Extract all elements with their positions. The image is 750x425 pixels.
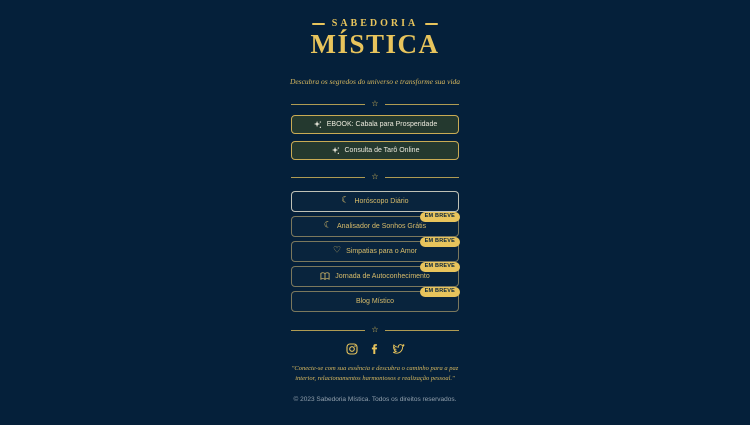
link-button-simpatias-amor[interactable]	[291, 238, 459, 262]
star-icon: ☆	[371, 172, 379, 181]
page-subtitle: Descubra os segredos do universo e transforme sua vida	[289, 77, 461, 86]
coming-soon-badge: EM BREVE	[420, 237, 460, 247]
book-icon	[320, 272, 330, 281]
star-divider	[291, 326, 459, 334]
link-button-label: Blog Místico	[355, 298, 395, 305]
footer-quote: "Conecte-se com sua essência e descubra o caminho para a paz interior, relacionamentos harmoniosos e realização pessoal."	[291, 365, 459, 383]
left-dash-ornament	[312, 23, 325, 25]
coming-soon-badge: EM BREVE	[420, 262, 460, 272]
star-icon: ☆	[371, 325, 379, 334]
link-button-jornada-autoconhecimento[interactable]	[291, 263, 459, 287]
eyebrow-text: SABEDORIA	[331, 18, 419, 29]
link-button-label: Consulta de Tarô Online	[344, 147, 420, 154]
sparkles-icon	[313, 120, 322, 129]
link-button-label: Analisador de Sonhos Grátis	[336, 223, 427, 230]
link-button-analisador-sonhos[interactable]	[291, 213, 459, 237]
twitter-link[interactable]	[392, 343, 405, 355]
coming-soon-badge: EM BREVE	[420, 287, 460, 297]
instagram-link[interactable]	[346, 343, 358, 355]
link-button-label: EBOOK: Cabala para Prosperidade	[326, 121, 438, 128]
footer-copyright: © 2023 Sabedoria Mística. Todos os direitos reservados.	[293, 395, 457, 403]
link-button-label: Simpatias para o Amor	[346, 248, 417, 255]
facebook-link[interactable]	[369, 343, 381, 355]
page-title: MÍSTICA	[310, 29, 440, 59]
social-links	[346, 343, 405, 355]
twitter-icon	[392, 343, 405, 355]
moon-icon: ☾	[323, 220, 332, 231]
link-button-blog-mistico[interactable]	[291, 288, 459, 312]
link-button-label: Horóscopo Diário	[354, 198, 409, 205]
right-dash-ornament	[425, 23, 438, 25]
star-divider	[291, 100, 459, 108]
heart-icon: ♡	[333, 245, 342, 256]
link-button-ebook-cabala[interactable]	[291, 115, 459, 134]
link-button-consulta-taro[interactable]	[291, 141, 459, 160]
link-in-bio-page	[290, 0, 460, 403]
link-button-horoscopo-diario[interactable]	[291, 191, 459, 212]
facebook-icon	[369, 343, 381, 355]
moon-icon: ☾	[341, 195, 350, 206]
star-divider	[291, 173, 459, 181]
star-icon: ☆	[371, 99, 379, 108]
instagram-icon	[346, 343, 358, 355]
link-button-label: Jornada de Autoconhecimento	[335, 273, 430, 280]
coming-soon-badge: EM BREVE	[420, 212, 460, 222]
sparkles-icon	[331, 146, 340, 155]
header-eyebrow	[312, 18, 438, 29]
